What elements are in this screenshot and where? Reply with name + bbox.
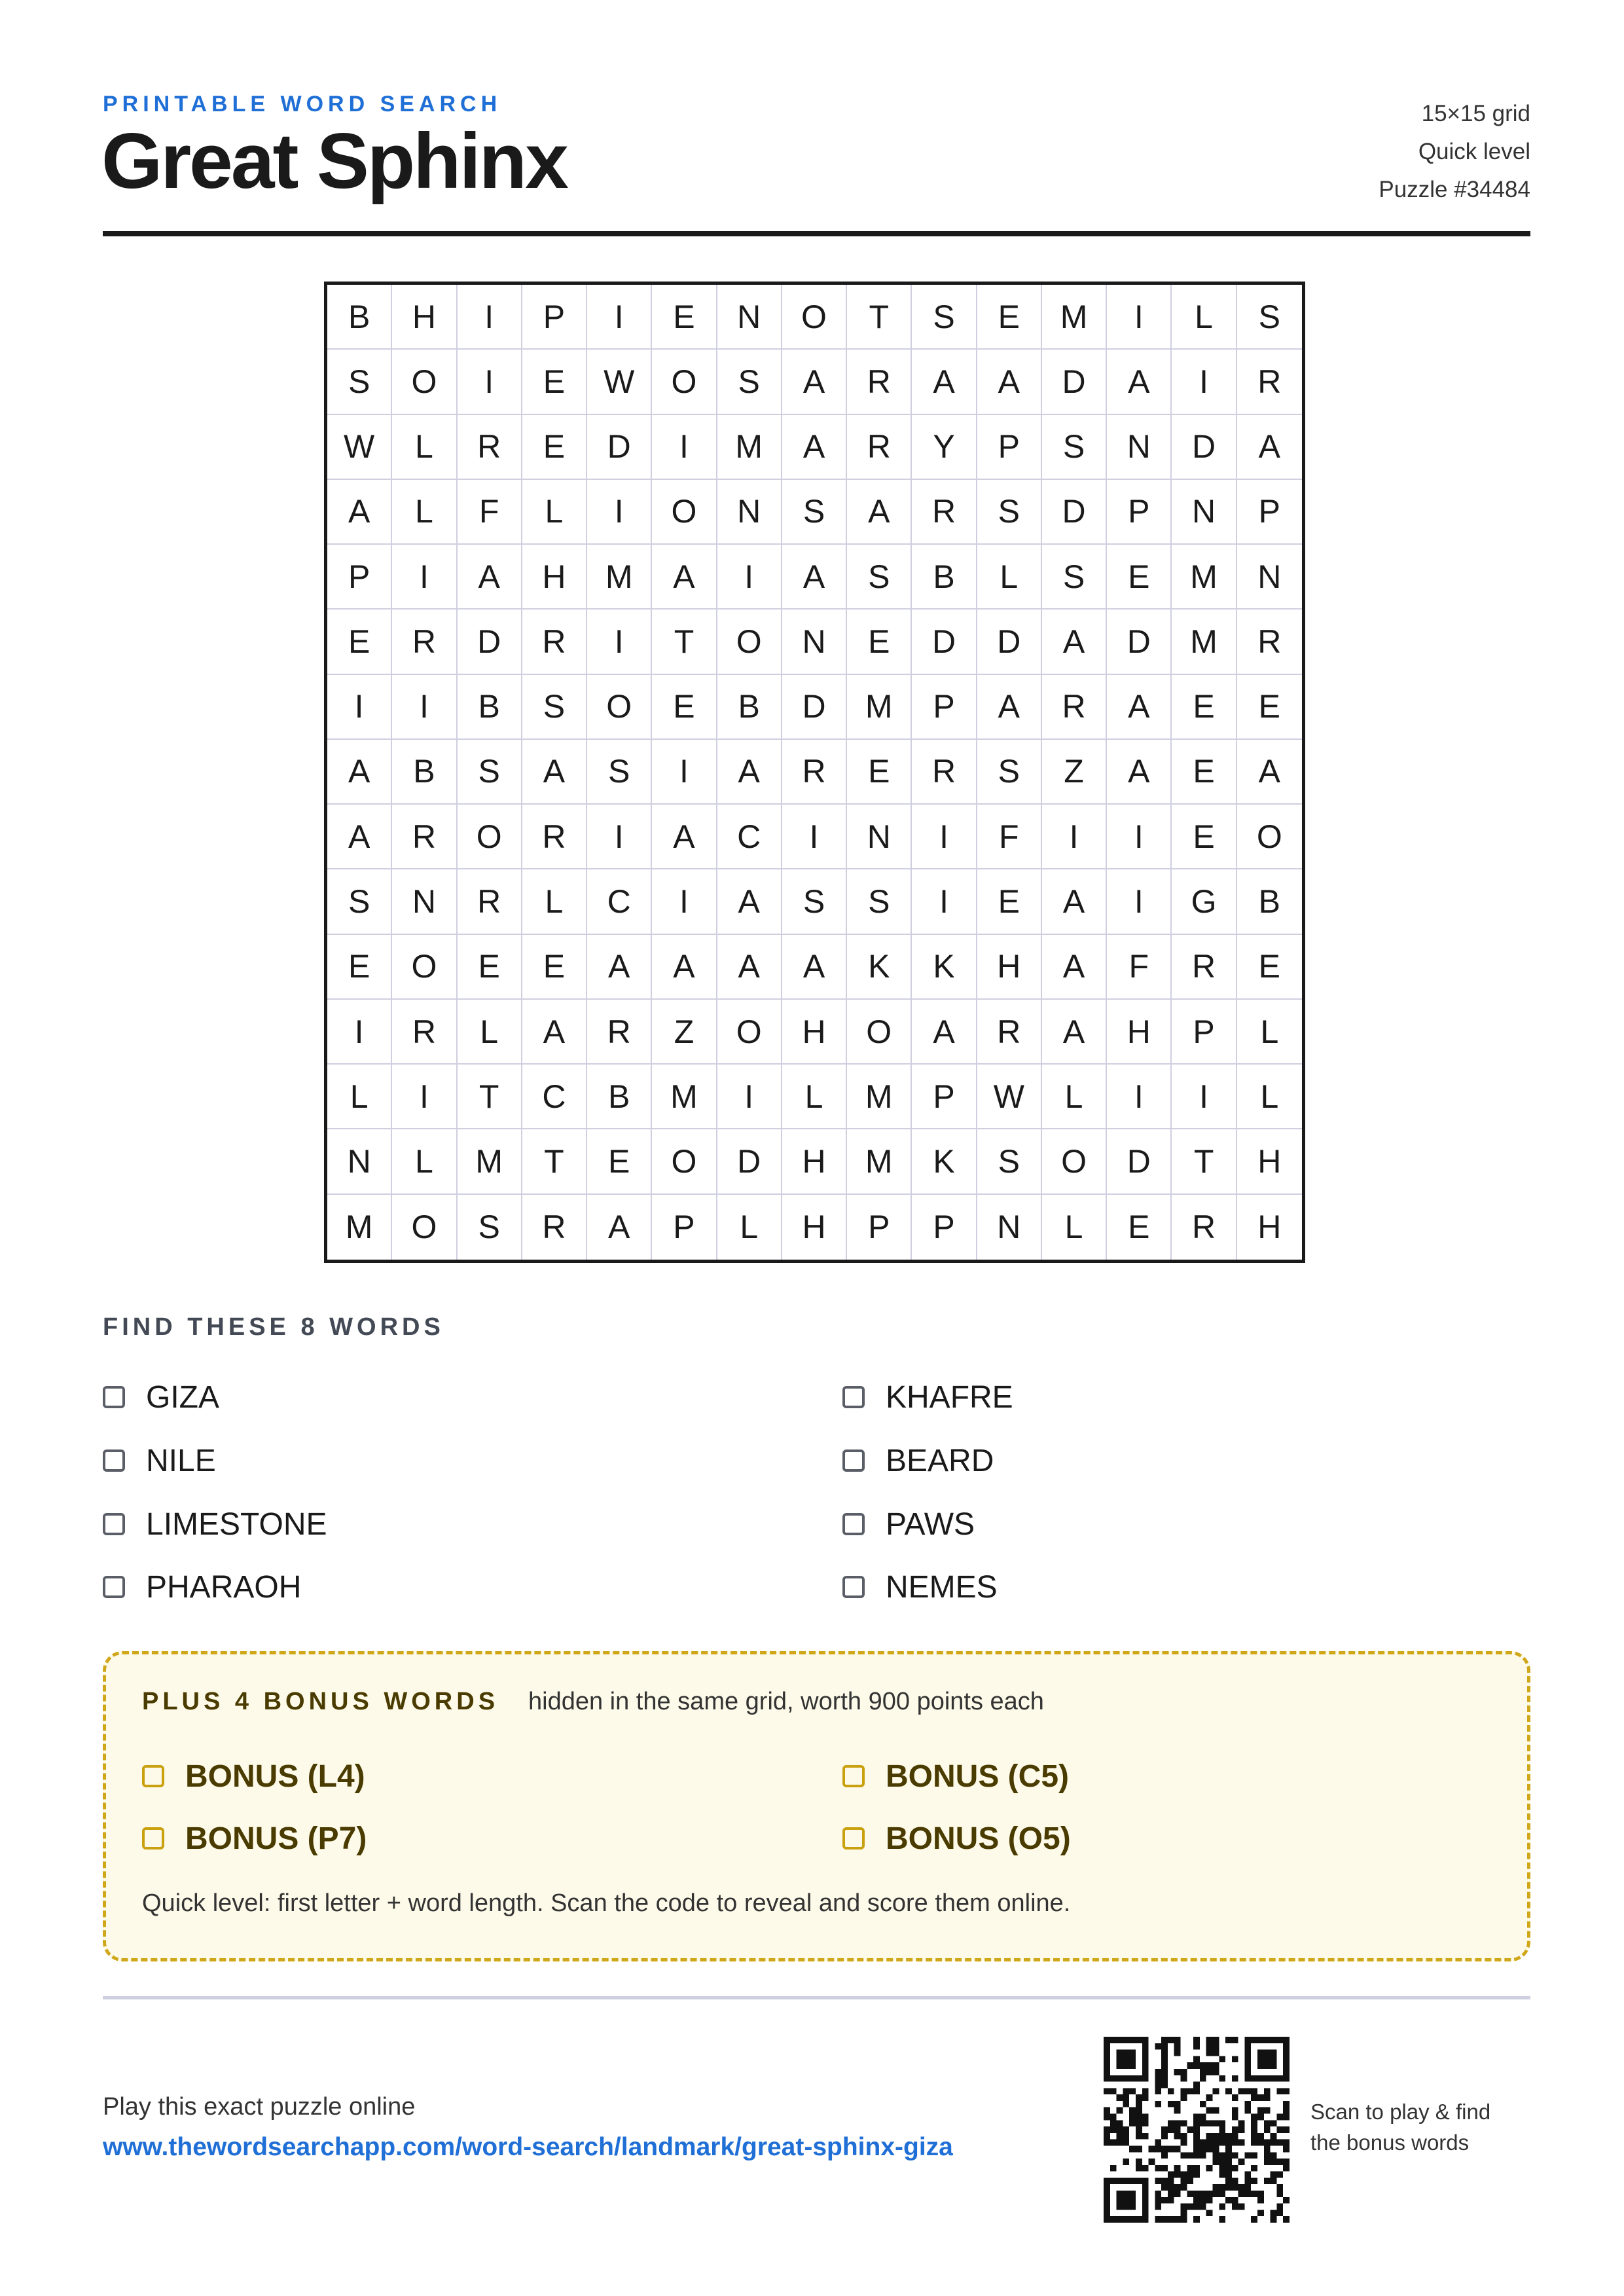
bonus-note: Quick level: first letter + word length. Scan the code to reveal and score them online. [142,1889,1071,1917]
grid-cell[interactable]: O [458,805,522,869]
grid-cell[interactable]: D [1107,1129,1172,1194]
grid-cell[interactable]: O [717,1000,782,1065]
grid-cell[interactable]: G [1172,869,1236,934]
footer-divider [103,1996,1530,1999]
grid-cell[interactable]: I [1172,1065,1236,1129]
grid-cell[interactable]: E [458,935,522,1000]
bonus-subheading: hidden in the same grid, worth 900 points each [528,1688,1044,1715]
grid-cell[interactable]: P [1237,480,1302,545]
grid-cell[interactable]: B [717,675,782,740]
grid-cell[interactable]: E [1237,675,1302,740]
grid-cell[interactable]: Z [1042,740,1107,805]
grid-cell[interactable]: P [977,415,1042,480]
grid-cell[interactable]: L [1237,1000,1302,1065]
grid-cell[interactable]: R [1042,675,1107,740]
grid-cell[interactable]: L [1042,1195,1107,1260]
grid-cell[interactable]: A [782,415,847,480]
grid-cell[interactable]: R [1237,350,1302,414]
puzzle-id-label: Puzzle #34484 [1379,177,1530,202]
word-item[interactable] [103,1441,216,1480]
grid-cell[interactable]: M [1172,545,1236,610]
grid-cell[interactable]: O [782,285,847,350]
grid-cell[interactable]: E [1107,545,1172,610]
grid-cell[interactable]: D [1042,480,1107,545]
grid-cell[interactable]: R [847,350,912,414]
grid-cell[interactable]: A [522,1000,587,1065]
grid-cell[interactable]: S [977,740,1042,805]
grid-cell[interactable]: L [1172,285,1236,350]
word-label: GIZA [146,1379,220,1415]
grid-cell[interactable]: H [392,285,457,350]
grid-cell[interactable]: D [977,610,1042,674]
grid-cell[interactable]: I [652,415,717,480]
checkbox[interactable] [103,1513,125,1535]
grid-size-label: 15×15 grid [1421,101,1530,126]
grid-cell[interactable]: S [327,869,392,934]
grid-cell[interactable]: N [1237,545,1302,610]
grid-cell[interactable]: M [847,675,912,740]
grid-cell[interactable]: N [1172,480,1236,545]
grid-cell[interactable]: E [1172,740,1236,805]
grid-cell[interactable]: A [1237,740,1302,805]
grid-cell[interactable]: P [912,675,977,740]
grid-cell[interactable]: R [458,869,522,934]
grid-cell[interactable]: B [392,740,457,805]
grid-cell[interactable]: L [392,415,457,480]
grid-cell[interactable]: L [392,480,457,545]
grid-cell[interactable]: E [327,610,392,674]
grid-cell[interactable]: S [782,869,847,934]
grid-cell[interactable]: D [1172,415,1236,480]
word-search-grid[interactable] [324,282,1305,1263]
grid-cell[interactable]: A [912,350,977,414]
grid-cell[interactable]: E [522,350,587,414]
grid-cell[interactable]: O [847,1000,912,1065]
grid-cell[interactable]: S [1042,415,1107,480]
grid-cell[interactable]: F [458,480,522,545]
qr-caption-line: Scan to play & find [1310,2100,1491,2124]
grid-cell[interactable]: E [847,610,912,674]
grid-cell[interactable]: O [587,675,652,740]
puzzle-meta [1379,95,1530,209]
grid-cell[interactable]: S [1042,545,1107,610]
bonus-heading: PLUS 4 BONUS WORDS [142,1688,499,1715]
grid-cell[interactable]: C [522,1065,587,1129]
play-online-label: Play this exact puzzle online [103,2093,416,2121]
grid-cell[interactable]: L [977,545,1042,610]
grid-cell[interactable]: A [717,935,782,1000]
grid-cell[interactable]: I [327,675,392,740]
grid-cell[interactable]: N [977,1195,1042,1260]
grid-cell[interactable]: I [392,545,457,610]
grid-cell[interactable]: I [1107,869,1172,934]
grid-cell[interactable]: S [912,285,977,350]
grid-cell[interactable]: M [847,1065,912,1129]
bonus-item[interactable] [142,1757,365,1796]
grid-cell[interactable]: D [587,415,652,480]
grid-cell[interactable]: S [847,869,912,934]
grid-cell[interactable]: I [1042,805,1107,869]
grid-cell[interactable]: E [847,740,912,805]
grid-cell[interactable]: T [1172,1129,1236,1194]
word-label: PAWS [886,1506,975,1542]
grid-cell[interactable]: M [587,545,652,610]
grid-cell[interactable]: I [587,285,652,350]
grid-cell[interactable]: M [327,1195,392,1260]
grid-cell[interactable]: A [1107,740,1172,805]
grid-cell[interactable]: B [327,285,392,350]
grid-cell[interactable]: B [1237,869,1302,934]
grid-cell[interactable]: R [847,415,912,480]
word-item[interactable] [842,1504,975,1544]
find-words-heading: FIND THESE 8 WORDS [103,1313,444,1341]
grid-cell[interactable]: W [587,350,652,414]
grid-cell[interactable]: I [912,805,977,869]
grid-cell[interactable]: P [912,1195,977,1260]
qr-code-icon[interactable] [1104,2037,1290,2223]
word-item[interactable] [103,1377,219,1417]
grid-cell[interactable]: B [587,1065,652,1129]
grid-cell[interactable]: I [392,675,457,740]
bonus-item[interactable] [842,1757,1069,1796]
grid-cell[interactable]: R [977,1000,1042,1065]
grid-cell[interactable]: R [912,480,977,545]
grid-cell[interactable]: S [847,545,912,610]
word-item[interactable] [842,1441,994,1480]
grid-cell[interactable]: L [717,1195,782,1260]
level-label: Quick level [1418,139,1530,164]
word-label: KHAFRE [886,1379,1013,1415]
grid-cell[interactable]: N [392,869,457,934]
grid-cell[interactable]: S [1237,285,1302,350]
word-label: NILE [146,1443,216,1478]
grid-cell[interactable]: D [782,675,847,740]
grid-cell[interactable]: E [522,415,587,480]
grid-cell[interactable]: A [977,350,1042,414]
grid-cell[interactable]: E [977,869,1042,934]
grid-cell[interactable]: D [1042,350,1107,414]
grid-cell[interactable]: R [522,1195,587,1260]
grid-cell[interactable]: A [1107,675,1172,740]
grid-cell[interactable]: O [652,1129,717,1194]
grid-cell[interactable]: A [912,1000,977,1065]
grid-cell[interactable]: K [847,935,912,1000]
grid-cell[interactable]: I [717,1065,782,1129]
grid-cell[interactable]: A [587,1195,652,1260]
header-divider [103,231,1530,236]
grid-cell[interactable]: R [522,610,587,674]
grid-cell[interactable]: R [392,610,457,674]
grid-cell[interactable]: A [1042,1000,1107,1065]
grid-cell[interactable]: N [717,480,782,545]
grid-cell[interactable]: I [782,805,847,869]
grid-cell[interactable]: A [1042,935,1107,1000]
grid-cell[interactable]: E [522,935,587,1000]
grid-cell[interactable]: A [458,545,522,610]
grid-cell[interactable]: T [652,610,717,674]
bonus-label: BONUS (O5) [886,1821,1071,1856]
grid-cell[interactable]: C [717,805,782,869]
grid-cell[interactable]: N [1107,415,1172,480]
grid-cell[interactable]: L [782,1065,847,1129]
grid-cell[interactable]: S [458,740,522,805]
grid-cell[interactable]: I [1107,285,1172,350]
grid-cell[interactable]: A [652,545,717,610]
checkbox[interactable] [103,1576,125,1598]
grid-cell[interactable]: L [1042,1065,1107,1129]
grid-cell[interactable]: P [1172,1000,1236,1065]
grid-cell[interactable]: O [392,1195,457,1260]
grid-cell[interactable]: S [717,350,782,414]
bonus-label: BONUS (L4) [185,1758,365,1794]
grid-cell[interactable]: E [327,935,392,1000]
grid-cell[interactable]: A [652,935,717,1000]
grid-cell[interactable]: R [392,1000,457,1065]
grid-cell[interactable]: E [1237,935,1302,1000]
grid-cell[interactable]: I [587,805,652,869]
grid-cell[interactable]: M [652,1065,717,1129]
grid-cell[interactable]: L [458,1000,522,1065]
grid-cell[interactable]: P [912,1065,977,1129]
grid-cell[interactable]: A [652,805,717,869]
grid-cell[interactable]: M [847,1129,912,1194]
grid-cell[interactable]: A [522,740,587,805]
grid-cell[interactable]: I [587,480,652,545]
grid-cell[interactable]: A [1237,415,1302,480]
qr-caption [1310,2096,1526,2158]
grid-cell[interactable]: O [392,350,457,414]
grid-cell[interactable]: R [458,415,522,480]
grid-cell[interactable]: P [652,1195,717,1260]
grid-cell[interactable]: W [977,1065,1042,1129]
grid-cell[interactable]: F [1107,935,1172,1000]
grid-cell[interactable]: D [717,1129,782,1194]
grid-cell[interactable]: Y [912,415,977,480]
qr-caption-line: the bonus words [1310,2130,1470,2155]
grid-cell[interactable]: H [782,1195,847,1260]
grid-cell[interactable]: I [912,869,977,934]
grid-cell[interactable]: D [912,610,977,674]
grid-cell[interactable]: T [847,285,912,350]
bonus-label: BONUS (C5) [886,1758,1070,1794]
grid-cell[interactable]: R [912,740,977,805]
word-label: NEMES [886,1569,998,1605]
grid-cell[interactable]: O [1237,805,1302,869]
grid-cell[interactable]: E [587,1129,652,1194]
grid-cell[interactable]: H [522,545,587,610]
grid-cell[interactable]: W [327,415,392,480]
checkbox[interactable] [842,1386,865,1408]
grid-cell[interactable]: M [717,415,782,480]
grid-cell[interactable]: D [458,610,522,674]
grid-cell[interactable]: L [1237,1065,1302,1129]
grid-cell[interactable]: H [977,935,1042,1000]
checkbox[interactable] [103,1386,125,1408]
grid-cell[interactable]: M [1042,285,1107,350]
bonus-item[interactable] [842,1819,1071,1858]
grid-cell[interactable]: S [782,480,847,545]
grid-cell[interactable]: A [717,740,782,805]
grid-cell[interactable]: R [587,1000,652,1065]
grid-cell[interactable]: D [1107,610,1172,674]
word-item[interactable] [842,1567,998,1607]
word-label: PHARAOH [146,1569,302,1605]
grid-cell[interactable]: H [1257,1209,1282,1246]
grid-cell[interactable]: L [522,869,587,934]
grid-cell[interactable]: T [522,1129,587,1194]
page-title: Great Sphinx [101,117,567,205]
checkbox[interactable] [142,1765,164,1787]
puzzle-url-link[interactable]: www.thewordsearchapp.com/word-search/landmark/great-sphinx-giza [103,2133,953,2161]
word-label: BEARD [886,1443,994,1478]
grid-cell[interactable]: S [522,675,587,740]
grid-cell[interactable]: P [522,285,587,350]
grid-cell[interactable]: E [1172,675,1236,740]
grid-cell[interactable]: R [782,740,847,805]
grid-cell[interactable]: N [717,285,782,350]
grid-cell[interactable]: A [782,935,847,1000]
grid-cell[interactable]: O [392,935,457,1000]
grid-cell[interactable]: S [458,1195,522,1260]
grid-cell[interactable]: H [1237,1129,1302,1194]
grid-cell[interactable]: S [587,740,652,805]
grid-cell[interactable]: A [1042,869,1107,934]
grid-cell[interactable]: A [1107,350,1172,414]
grid-cell[interactable]: E [1172,805,1236,869]
grid-cell[interactable]: A [1042,610,1107,674]
checkbox[interactable] [842,1449,865,1472]
grid-cell[interactable]: H [782,1129,847,1194]
grid-cell[interactable]: P [847,1195,912,1260]
grid-cell[interactable]: S [977,480,1042,545]
grid-cell[interactable]: B [912,545,977,610]
grid-cell[interactable]: I [1107,805,1172,869]
bonus-label: BONUS (P7) [185,1821,367,1856]
checkbox[interactable] [103,1449,125,1472]
grid-cell[interactable]: H [782,1000,847,1065]
checkbox[interactable] [142,1827,164,1850]
checkbox[interactable] [842,1513,865,1535]
grid-cell[interactable]: P [1107,480,1172,545]
grid-cell[interactable]: H [1107,1000,1172,1065]
grid-cell[interactable]: P [327,545,392,610]
grid-cell[interactable]: N [327,1129,392,1194]
checkbox[interactable] [842,1576,865,1598]
grid-cell[interactable]: A [977,675,1042,740]
grid-cell[interactable]: B [458,675,522,740]
grid-cell[interactable]: A [327,740,392,805]
grid-cell[interactable]: I [458,285,522,350]
grid-cell[interactable]: R [1172,1195,1236,1260]
grid-cell[interactable]: I [327,1000,392,1065]
grid-cell[interactable]: K [912,935,977,1000]
grid-cell[interactable]: A [717,869,782,934]
bonus-item[interactable] [142,1819,367,1858]
grid-cell[interactable]: M [1172,610,1236,674]
grid-cell[interactable]: I [717,545,782,610]
word-item[interactable] [842,1377,1013,1417]
grid-cell[interactable]: A [587,935,652,1000]
grid-cell[interactable]: A [327,805,392,869]
grid-cell[interactable]: I [1107,1065,1172,1129]
grid-cell[interactable]: I [652,869,717,934]
grid-cell[interactable]: N [847,805,912,869]
grid-cell[interactable]: T [458,1065,522,1129]
grid-cell[interactable]: I [458,350,522,414]
grid-cell[interactable]: A [327,480,392,545]
grid-cell[interactable]: O [717,610,782,674]
grid-cell[interactable]: L [392,1129,457,1194]
grid-cell[interactable]: L [327,1065,392,1129]
grid-cell[interactable]: R [1172,935,1236,1000]
grid-cell[interactable]: O [1042,1129,1107,1194]
grid-cell[interactable]: O [652,480,717,545]
grid-cell[interactable]: R [1237,610,1302,674]
grid-cell[interactable]: M [458,1129,522,1194]
grid-cell[interactable]: E [1107,1195,1172,1260]
word-item[interactable] [103,1567,301,1607]
grid-cell[interactable]: I [587,610,652,674]
checkbox[interactable] [842,1765,865,1787]
grid-cell[interactable]: L [522,480,587,545]
grid-cell[interactable]: E [652,285,717,350]
grid-cell[interactable]: A [782,350,847,414]
grid-cell[interactable]: I [392,1065,457,1129]
checkbox[interactable] [842,1827,865,1850]
grid-cell[interactable]: F [977,805,1042,869]
grid-cell[interactable]: C [587,869,652,934]
grid-cell[interactable]: O [652,350,717,414]
grid-cell[interactable]: R [522,805,587,869]
grid-cell[interactable]: I [1172,350,1236,414]
grid-cell[interactable]: S [977,1129,1042,1194]
grid-cell[interactable]: A [782,545,847,610]
grid-cell[interactable]: N [782,610,847,674]
page-kicker: PRINTABLE WORD SEARCH [103,92,502,117]
grid-cell[interactable]: K [912,1129,977,1194]
word-label: LIMESTONE [146,1506,327,1542]
grid-cell[interactable]: E [977,285,1042,350]
word-item[interactable] [103,1504,327,1544]
grid-cell[interactable]: Z [652,1000,717,1065]
grid-cell[interactable]: E [652,675,717,740]
grid-cell[interactable]: I [652,740,717,805]
grid-cell[interactable]: A [847,480,912,545]
grid-cell[interactable]: S [327,350,392,414]
grid-cell[interactable]: R [392,805,457,869]
